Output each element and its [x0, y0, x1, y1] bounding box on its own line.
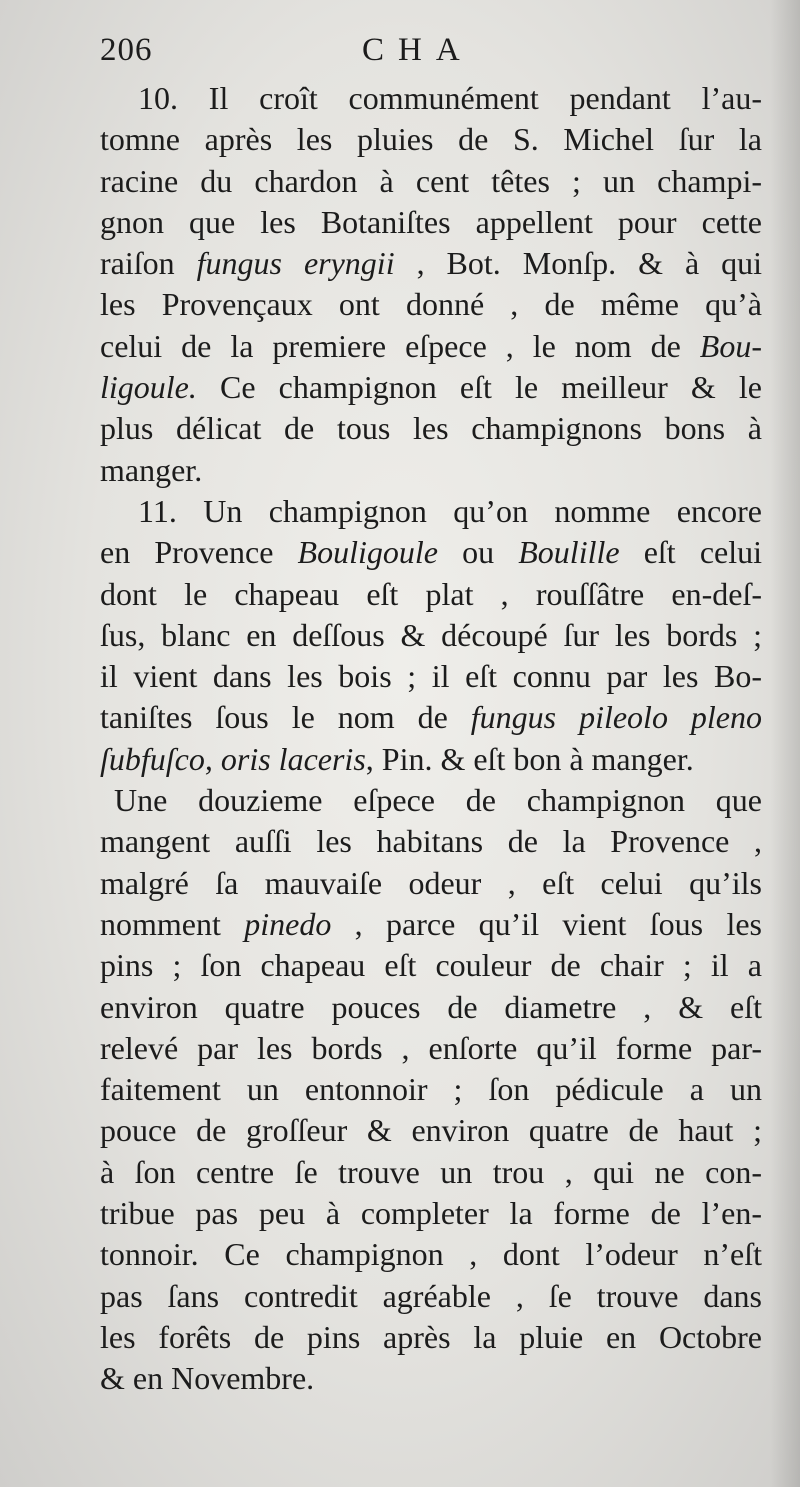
italic-text: pinedo [244, 905, 332, 942]
text-line [100, 119, 762, 160]
text-segment: relevé par les bords , enſorte qu’il forme par- [100, 1029, 762, 1066]
italic-text: Boulille [518, 534, 620, 571]
text-line [100, 904, 762, 945]
text-segment: tribue pas peu à completer la forme de l’en- [100, 1195, 762, 1232]
text-segment: manger. [100, 451, 203, 488]
italic-text: fungus pileolo pleno [470, 699, 763, 736]
text-segment: dont le chapeau eſt plat , rouſſâtre en-deſ- [100, 575, 762, 612]
paragraph [100, 780, 762, 1399]
text-segment: faitement un entonnoir ; ſon pédicule a un [100, 1071, 762, 1108]
text-line [100, 574, 762, 615]
text-line [100, 408, 762, 449]
page-header [100, 28, 760, 76]
text-line [100, 821, 762, 862]
text-line [100, 697, 762, 738]
text-line [100, 1358, 762, 1399]
text-line [100, 1028, 762, 1069]
text-line [100, 1193, 762, 1234]
text-segment: il vient dans les bois ; il eſt connu par les Bo- [100, 658, 762, 695]
text-segment: plus délicat de tous les champignons bons à [100, 410, 762, 447]
text-line [100, 739, 762, 780]
text-line [100, 945, 762, 986]
text-segment: & en Novembre. [100, 1360, 315, 1397]
text-line [100, 780, 762, 821]
text-segment: raiſon [100, 245, 197, 282]
text-line [100, 1110, 762, 1151]
text-segment: mangent auſſi les habitans de la Provence , [100, 823, 762, 860]
text-segment: pouce de groſſeur & environ quatre de haut ; [100, 1112, 762, 1149]
text-segment: Ce champignon eſt le meilleur & le [196, 369, 762, 406]
text-line [100, 863, 762, 904]
paragraph [100, 491, 762, 780]
text-line [100, 78, 762, 119]
text-line [100, 1152, 762, 1193]
text-line [100, 161, 762, 202]
text-segment: Une douzieme eſpece de champignon que [114, 782, 762, 819]
paragraph [100, 78, 762, 491]
running-head: CHA [362, 32, 474, 68]
text-segment: malgré ſa mauvaiſe odeur , eſt celui qu’ils [100, 864, 762, 901]
text-line [100, 1276, 762, 1317]
text-segment: eſt celui [619, 534, 763, 571]
text-segment: taniſtes ſous le nom de [100, 699, 471, 736]
text-segment: tonnoir. Ce champignon , dont l’odeur n’eſt [100, 1236, 762, 1273]
text-line [100, 532, 762, 573]
text-segment: ou [437, 534, 519, 571]
text-line [100, 284, 762, 325]
text-line [100, 202, 762, 243]
text-segment: , Pin. & eſt bon à manger. [365, 740, 694, 777]
text-line [100, 1317, 762, 1358]
italic-text: fungus eryngii [196, 245, 395, 282]
text-line [100, 1069, 762, 1110]
italic-text: ſubfuſco, oris laceris [100, 740, 366, 777]
text-segment: tomne après les pluies de S. Michel ſur la [100, 121, 762, 158]
text-segment: pas ſans contredit agréable , ſe trouve dans [100, 1277, 762, 1314]
text-line [100, 656, 762, 697]
text-segment: 10. Il croît communément pendant l’au- [138, 80, 762, 116]
italic-text: ligoule. [100, 369, 197, 406]
text-segment: environ quatre pouces de diametre , & eſt [100, 988, 762, 1025]
text-segment: à ſon centre ſe trouve un trou , qui ne con- [100, 1153, 762, 1190]
text-line [100, 1234, 762, 1275]
text-segment: les forêts de pins après la pluie en Octobre [100, 1318, 762, 1355]
text-line [100, 367, 762, 408]
text-segment: pins ; ſon chapeau eſt couleur de chair ; il a [100, 947, 762, 984]
text-line [100, 326, 762, 367]
text-segment: ſus, blanc en deſſous & découpé ſur les bords ; [100, 616, 762, 653]
text-segment: en Provence [100, 534, 298, 571]
text-line [100, 615, 762, 656]
body-text [100, 78, 762, 1400]
text-segment: racine du chardon à cent têtes ; un champi- [100, 162, 762, 199]
text-segment: , Bot. Monſp. & à qui [394, 245, 763, 282]
text-segment: celui de la premiere eſpece , le nom de [100, 327, 700, 364]
text-segment: les Provençaux ont donné , de même qu’à [100, 286, 762, 323]
text-segment: , parce qu’il vient ſous les [331, 905, 763, 942]
italic-text: Bouligoule [297, 534, 438, 571]
text-line [100, 987, 762, 1028]
text-line [100, 491, 762, 532]
text-segment: 11. Un champignon qu’on nomme encore [138, 492, 762, 529]
text-segment: gnon que les Botaniſtes appellent pour cette [100, 203, 762, 240]
page-number: 206 [100, 32, 153, 68]
text-segment: nomment [100, 905, 245, 942]
text-line [100, 450, 762, 491]
italic-text: Bou- [699, 327, 762, 364]
text-line [100, 243, 762, 284]
